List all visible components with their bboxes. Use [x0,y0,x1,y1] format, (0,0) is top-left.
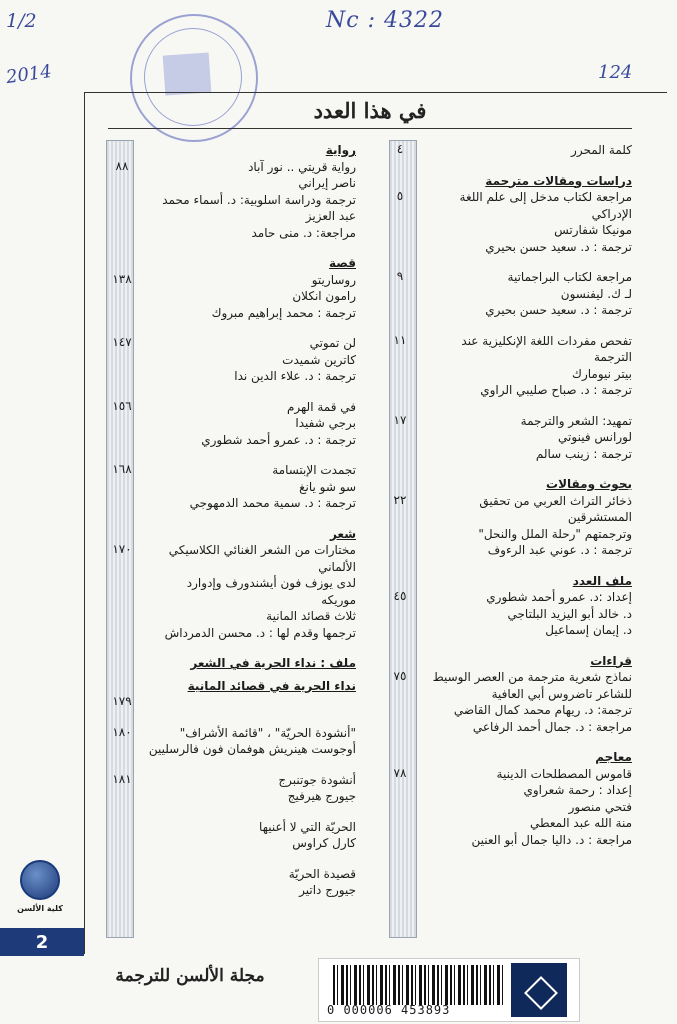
handwritten-catalog-number: Nc : 4322 [326,8,444,33]
barcode-icon [333,965,503,1005]
toc-entry-line: قصيدة الحريّة [288,866,356,881]
toc-entry-line: تفحص مفردات اللغة الإنكليزية عند الترجمة [461,333,632,364]
toc-entry-line: برجي شفيدا [295,416,356,430]
toc-section-title: ملف العدد [572,573,632,588]
toc-entry [420,413,632,463]
toc-page-number: ٤ [396,142,404,156]
toc-page-number: ٧٨ [393,765,407,780]
toc-entry-line: قاموس المصطلحات الدينية [496,766,632,781]
toc-section [148,255,356,526]
toc-section [420,142,632,173]
toc-entry-line: إعداد : رحمة شعراوي [523,783,632,797]
toc-page-number: ١٦٨ [112,462,132,476]
toc-entry-line: أوجوست هينريش هوفمان فون فالرسليين [148,742,356,756]
toc-entry-line: رواية قريتي .. نور آباد [248,159,356,174]
toc-entry-line: ترجمها وقدم لها : د. محسن الدمرداش [164,625,356,640]
toc-entry [420,269,632,319]
toc-entry [148,819,356,852]
toc-entry-line: وترجمتهم "رحلة الملل والنحل" [478,526,632,541]
toc-page-number: ٩ [396,269,404,283]
journal-title: مجلة الألسن للترجمة [115,966,265,986]
barcode-panel [318,958,580,1022]
toc-page-number: ٧٥ [393,669,407,683]
toc-entry [420,142,632,159]
toc-section-title: قصة [329,256,356,270]
toc-entry-line: مراجعة لكتاب مدخل إلى علم اللغة الإدراكي [459,190,632,221]
toc-entry-line: كارل كراوس [292,836,356,850]
toc-entry-line: ذخائر التراث العربي من تحقيق المستشرقين [479,493,632,524]
toc-page-number: ١٧ [393,412,407,427]
toc-entry-line: الألماني [318,559,356,574]
left-rule [84,92,85,954]
toc-entry-line: مونيكا شفارتس [554,223,632,237]
toc-entry-line: كاترين شميدت [282,352,356,367]
toc-entry-line: لورانس فينوتي [558,430,632,444]
toc-page-number: ١٤٧ [112,335,132,349]
toc-entry [148,399,356,449]
toc-entry-line: ترجمة : د. صباح صليبي الراوي [480,383,632,397]
toc-entry-line: بيتر نيومارك [572,366,632,381]
toc-section [420,573,632,653]
toc-entry [148,335,356,385]
toc-entry-line: لن تموتي [309,336,356,350]
toc-section [148,142,356,255]
toc-entry-line: "أنشودة الحريّة" ، "قائمة الأشراف" [179,725,356,740]
barcode-number: 0 000006 453893 [327,1003,451,1017]
toc-entry-line: موريكه [321,592,356,607]
toc-entry-line: مراجعة : د. جمال أحمد الرفاعي [472,719,632,734]
stamp-emblem [163,52,212,95]
publisher-logo-icon [511,963,567,1017]
toc-entry [148,772,356,805]
toc-page-number: ١٧٩ [112,694,132,708]
toc-entry-line: ترجمة : د. سمية محمد الدمهوجي [189,496,356,510]
right-decorative-bar [389,140,417,938]
toc-entry-line: في قمة الهرم [286,399,356,414]
toc-section-title: دراسات ومقالات مترجمة [485,173,632,188]
toc-entry-line: سو شو يانغ [299,479,356,494]
toc-entry-line: د. إيمان إسماعيل [545,623,632,637]
library-stamp [130,14,258,142]
toc-entry-line: فتحي منصور [568,799,632,814]
toc-entry [420,493,632,559]
toc-entry [148,272,356,322]
globe-icon [20,860,60,900]
toc-entry [148,462,356,512]
toc-section-title: ملف : نداء الحرية في الشعر [190,656,356,670]
toc-entry-line: ترجمة ودراسة اسلوبية: د. أسماء محمد [162,192,356,207]
toc-entry-line: لـ ك. ليفنسون [560,286,632,301]
toc-entry-line: مراجعة: د. منى حامد [251,225,356,240]
toc-entry-line: جيورج داتير [299,883,356,897]
toc-entry-line: د. خالد أبو اليزيد البلتاجي [507,606,632,621]
toc-right-column [420,142,632,862]
toc-page-number: ١٥٦ [112,398,132,413]
toc-section-title: معاجم [595,750,632,764]
toc-entry-line: عبد العزيز [305,209,356,223]
toc-entry [148,694,356,711]
heading-rule [108,128,632,129]
handwritten-note: 1/2 [6,10,37,32]
toc-page-number: ٤٥ [393,589,407,603]
toc-entry [420,589,632,639]
toc-entry-line: ترجمة : د. سعيد حسن بحيري [485,239,632,254]
toc-section [148,655,356,678]
toc-entry-line: ترجمة : زينب سالم [535,446,632,461]
toc-entry-line: نماذج شعرية مترجمة من العصر الوسيط [432,670,632,684]
toc-page-number: ١٧٠ [112,542,132,556]
toc-entry [420,333,632,399]
logo-label: كلية الألسن [17,904,63,913]
faculty-logo [14,860,66,922]
toc-section-title: رواية [325,143,356,157]
toc-entry-line: ترجمة : محمد إبراهيم مبروك [211,305,356,320]
toc-entry-line: أنشودة جوتنبرج [278,772,356,787]
toc-entry [148,542,356,641]
toc-section-title: قراءات [590,653,632,668]
toc-entry-line: ترجمة : د. عوني عبد الرءوف [487,543,632,557]
toc-entry [148,725,356,758]
toc-section [420,653,632,750]
toc-entry-line: مختارات من الشعر الغنائي الكلاسيكي [168,543,356,557]
toc-section-title: نداء الحرية في قصائد المانية [187,678,356,693]
page-heading: في هذا العدد [313,98,427,123]
toc-section [148,678,356,913]
left-decorative-bar [106,140,134,938]
toc-entry-line: الحريّة التي لا أعنيها [259,819,356,834]
toc-page-number: ٨٨ [115,158,129,173]
toc-entry-line: ترجمة: د. ريهام محمد كمال القاضي [453,703,632,717]
toc-page-number: ١٣٨ [112,271,132,286]
toc-entry-line: ثلاث قصائد المانية [266,609,356,623]
toc-section [420,476,632,573]
toc-entry-line: جيورج هيرفيج [287,789,356,803]
toc-page-number: ١٨٠ [112,724,132,739]
toc-entry-line: تمهيد: الشعر والترجمة [520,413,632,428]
toc-page-number: ٢٢ [393,492,407,507]
toc-section-title: بحوث ومقالات [546,477,632,491]
toc-entry-line: رامون انكلان [292,289,356,303]
toc-entry-line: روساريتو [311,272,356,287]
handwritten-year: 2014 [4,60,54,89]
toc-section [420,749,632,862]
toc-entry-line: ترجمة : د. علاء الدين ندا [234,369,356,383]
toc-entry-line: تجمدت الإبتسامة [272,463,356,477]
toc-entry [148,866,356,899]
toc-entry [148,159,356,242]
toc-left-column [148,142,356,913]
toc-entry-line: إعداد :د. عمرو أحمد شطوري [486,590,632,604]
toc-entry-line: ترجمة : د. عمرو أحمد شطوري [201,432,356,447]
toc-section-title: شعر [329,526,356,541]
toc-entry-line: كلمة المحرر [571,143,632,157]
handwritten-number: 124 [598,62,633,83]
toc-entry-line: لدى يوزف فون أيشندورف وإدوارد [186,576,356,590]
toc-entry [420,669,632,735]
toc-entry [420,189,632,255]
toc-section [148,526,356,656]
top-rule [85,92,667,93]
toc-entry-line: للشاعر تاضروس أبي العافية [491,686,632,701]
page-number: 2 [0,928,84,956]
toc-entry [420,766,632,849]
toc-section [420,173,632,477]
toc-entry-line: ترجمة : د. سعيد حسن بحيري [485,303,632,317]
toc-page-number: ٥ [396,189,404,203]
toc-page-number: ١١ [393,332,407,347]
toc-page-number: ١٨١ [112,771,132,786]
toc-entry-line: ناصر إيراني [298,176,356,190]
toc-entry-line: منة الله عبد المعطي [530,816,632,830]
toc-entry-line: مراجعة : د. داليا جمال أبو العنين [471,832,632,847]
toc-entry-line: مراجعة لكتاب البراجماتية [507,270,632,284]
